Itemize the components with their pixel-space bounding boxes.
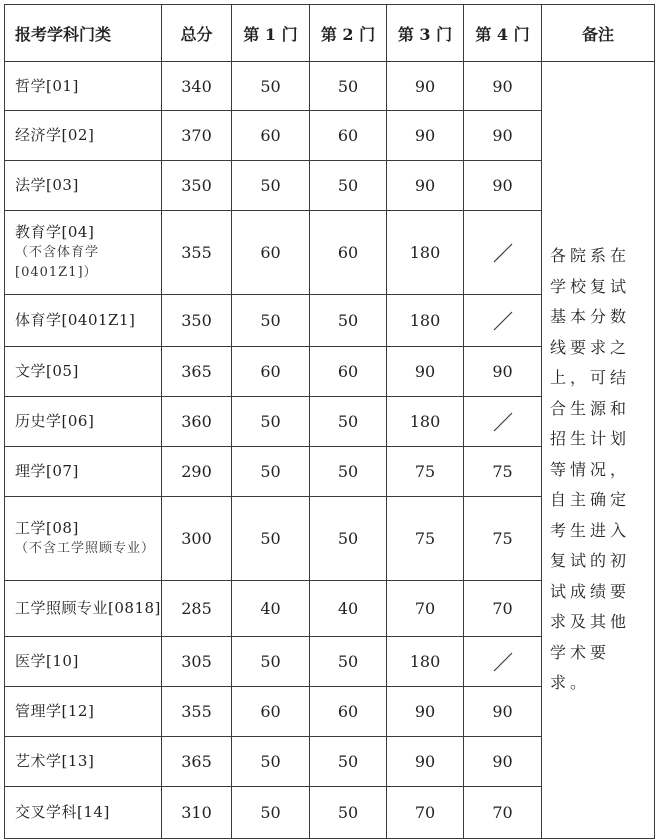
subject-name: 艺术学[13]	[15, 752, 95, 770]
subject-score-cell: 90	[387, 347, 464, 397]
subject-score-cell: 90	[387, 111, 464, 161]
header-subject: 报考学科门类	[5, 5, 162, 62]
subject-cell	[5, 397, 162, 447]
subject-cell	[5, 637, 162, 687]
score-table	[4, 4, 655, 839]
subject-score-cell: 50	[232, 737, 310, 787]
total-score-cell: 350	[162, 161, 232, 211]
total-score-cell: 305	[162, 637, 232, 687]
subject-score-cell: 90	[464, 347, 542, 397]
subject-score-cell: 70	[464, 581, 542, 637]
subject-name: 哲学[01]	[15, 76, 79, 95]
header-subject-1: 第 1 门	[232, 5, 310, 62]
not-applicable-mark	[464, 411, 541, 433]
subject-score-cell: 50	[310, 787, 387, 839]
subject-score-cell: 90	[464, 161, 542, 211]
subject-cell	[5, 111, 162, 161]
subject-score-cell: 60	[232, 211, 310, 295]
subject-score-cell: 75	[387, 447, 464, 497]
subject-score-cell: 50	[232, 295, 310, 347]
subject-score-cell: 60	[232, 111, 310, 161]
subject-score-cell: 180	[387, 637, 464, 687]
subject-score-cell: 50	[310, 62, 387, 111]
total-score-cell: 360	[162, 397, 232, 447]
subject-score-cell	[464, 295, 542, 347]
subject-name: 法学[03]	[15, 176, 79, 194]
subject-score-cell: 90	[387, 161, 464, 211]
subject-score-cell: 90	[464, 687, 542, 737]
header-row	[5, 5, 655, 62]
subject-score-cell: 50	[310, 497, 387, 581]
subject-cell	[5, 161, 162, 211]
subject-score-cell: 180	[387, 397, 464, 447]
total-score-cell: 310	[162, 787, 232, 839]
subject-cell	[5, 581, 162, 637]
total-score-cell: 340	[162, 62, 232, 111]
subject-score-cell: 50	[232, 62, 310, 111]
subject-name: 理学[07]	[15, 462, 79, 480]
subject-score-cell: 180	[387, 295, 464, 347]
subject-name: 管理学[12]	[15, 702, 95, 720]
subject-name: 医学[10]	[15, 652, 79, 670]
subject-name: 教育学[04]	[15, 223, 95, 241]
subject-score-cell: 50	[310, 737, 387, 787]
subject-score-cell: 75	[464, 497, 542, 581]
subject-score-cell: 70	[387, 581, 464, 637]
subject-score-cell: 180	[387, 211, 464, 295]
total-score-cell: 285	[162, 581, 232, 637]
subject-score-cell: 50	[232, 787, 310, 839]
subject-score-cell	[464, 637, 542, 687]
subject-score-cell: 70	[464, 787, 542, 839]
subject-score-cell: 60	[310, 347, 387, 397]
subject-name: 工学[08]	[15, 519, 79, 537]
subject-score-cell: 50	[232, 637, 310, 687]
remark-cell	[542, 62, 655, 839]
total-score-cell: 355	[162, 687, 232, 737]
header-total: 总分	[162, 5, 232, 62]
total-score-cell: 355	[162, 211, 232, 295]
remark-text: 各院系在学校复试基本分数线要求之上，可结合生源和招生计划等情况，自主确定考生进入复试的初试成绩要求及其他学术要求。	[550, 246, 631, 693]
header-remark: 备注	[542, 5, 655, 62]
total-score-cell: 350	[162, 295, 232, 347]
header-subject-2: 第 2 门	[310, 5, 387, 62]
header-subject-4: 第 4 门	[464, 5, 542, 62]
not-applicable-mark	[464, 310, 541, 332]
subject-score-cell: 50	[310, 447, 387, 497]
subject-score-cell: 50	[232, 497, 310, 581]
subject-score-cell: 90	[464, 62, 542, 111]
subject-cell	[5, 62, 162, 111]
table-row	[5, 62, 655, 111]
subject-name: 交叉学科[14]	[15, 803, 110, 821]
subject-score-cell: 40	[232, 581, 310, 637]
subject-note: （不含体育学[0401Z1]）	[15, 245, 100, 280]
subject-name: 经济学[02]	[15, 126, 95, 144]
subject-score-cell: 50	[232, 397, 310, 447]
subject-score-cell: 90	[387, 687, 464, 737]
subject-score-cell: 75	[387, 497, 464, 581]
subject-cell	[5, 447, 162, 497]
subject-cell	[5, 211, 162, 295]
not-applicable-mark	[464, 242, 541, 264]
subject-name: 体育学[0401Z1]	[15, 311, 136, 329]
subject-cell	[5, 497, 162, 581]
subject-score-cell: 90	[464, 737, 542, 787]
subject-score-cell: 50	[232, 161, 310, 211]
subject-score-cell: 60	[310, 687, 387, 737]
subject-score-cell: 60	[310, 211, 387, 295]
subject-score-cell: 50	[310, 161, 387, 211]
subject-score-cell: 60	[232, 687, 310, 737]
header-subject-3: 第 3 门	[387, 5, 464, 62]
subject-name: 工学照顾专业[0818]	[15, 599, 161, 617]
subject-score-cell: 60	[310, 111, 387, 161]
subject-score-cell: 60	[232, 347, 310, 397]
not-applicable-mark	[464, 651, 541, 673]
subject-score-cell: 50	[310, 637, 387, 687]
subject-name: 历史学[06]	[15, 412, 95, 430]
subject-score-cell	[464, 211, 542, 295]
total-score-cell: 365	[162, 737, 232, 787]
subject-note: （不含工学照顾专业）	[15, 541, 156, 556]
total-score-cell: 365	[162, 347, 232, 397]
subject-cell	[5, 787, 162, 839]
subject-score-cell: 50	[310, 397, 387, 447]
subject-score-cell	[464, 397, 542, 447]
subject-cell	[5, 295, 162, 347]
total-score-cell: 290	[162, 447, 232, 497]
subject-score-cell: 50	[310, 295, 387, 347]
subject-cell	[5, 347, 162, 397]
subject-score-cell: 70	[387, 787, 464, 839]
subject-score-cell: 40	[310, 581, 387, 637]
subject-score-cell: 50	[232, 447, 310, 497]
total-score-cell: 300	[162, 497, 232, 581]
table-body	[5, 62, 655, 839]
subject-score-cell: 90	[387, 737, 464, 787]
total-score-cell: 370	[162, 111, 232, 161]
subject-score-cell: 90	[464, 111, 542, 161]
subject-cell	[5, 687, 162, 737]
subject-score-cell: 75	[464, 447, 542, 497]
subject-name: 文学[05]	[15, 362, 79, 380]
subject-score-cell: 90	[387, 62, 464, 111]
subject-cell	[5, 737, 162, 787]
